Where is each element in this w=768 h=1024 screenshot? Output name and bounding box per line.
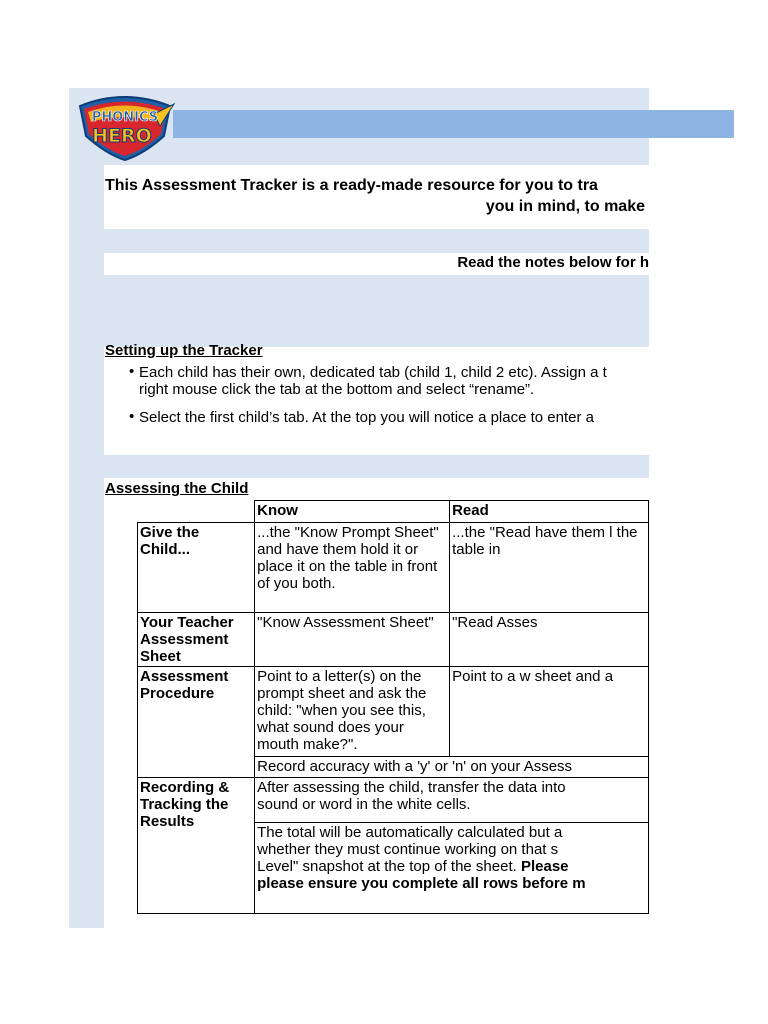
- phonics-hero-logo-icon: [74, 92, 176, 162]
- spreadsheet-area: [69, 88, 649, 928]
- row-label-procedure[interactable]: Assessment Procedure: [138, 667, 255, 778]
- row-label-give[interactable]: Give the Child...: [138, 523, 255, 613]
- phonics-hero-logo: [74, 92, 176, 162]
- row-label-recording[interactable]: Recording & Tracking the Results: [138, 778, 255, 914]
- cell-recording-1[interactable]: After assessing the child, transfer the data into sound or word in the white cells.: [255, 778, 649, 823]
- table-row: [138, 613, 649, 667]
- cell-give-know[interactable]: ...the "Know Prompt Sheet" and have them hold it or place it on the table in front of you both.: [255, 523, 450, 613]
- setup-heading: Setting up the Tracker: [105, 342, 263, 359]
- svg-text:PHONICS: PHONICS: [91, 110, 159, 125]
- row-label-sheet[interactable]: Your Teacher Assessment Sheet: [138, 613, 255, 667]
- svg-text:HERO: HERO: [92, 125, 152, 147]
- table-row: [138, 667, 649, 757]
- bullet-icon: •: [129, 408, 135, 425]
- header-bar: [173, 110, 734, 138]
- cell-give-read[interactable]: ...the "Read have them l the table in: [450, 523, 649, 613]
- cell-recording-2[interactable]: The total will be automatically calculated but a whether they must continue working on that s Level" snapshot at the top of the sheet. Please please ensure you complete all rows before m: [255, 823, 649, 914]
- cell-sheet-know[interactable]: "Know Assessment Sheet": [255, 613, 450, 667]
- cell-procedure-know[interactable]: Point to a letter(s) on the prompt sheet and ask the child: "when you see this, what sound does your mouth make?".: [255, 667, 450, 757]
- header-read[interactable]: Read: [450, 501, 649, 523]
- assessment-table: [137, 500, 649, 914]
- setup-bullet-1: • Each child has their own, dedicated tab (child 1, child 2 etc). Assign a t right mouse click the tab at the bottom and select “rename”.: [129, 363, 607, 398]
- setup-bullet-2: • Select the first child’s tab. At the top you will notice a place to enter a: [129, 408, 594, 426]
- cell-procedure-read[interactable]: Point to a w sheet and a: [450, 667, 649, 757]
- table-row: [138, 778, 649, 823]
- notes-line: Read the notes below for h: [457, 254, 649, 271]
- table-header-row: [138, 501, 649, 523]
- header-know[interactable]: Know: [255, 501, 450, 523]
- intro-text: This Assessment Tracker is a ready-made resource for you to tra you in mind, to make: [105, 177, 645, 215]
- cell-procedure-record[interactable]: Record accuracy with a 'y' or 'n' on your Assess: [255, 757, 649, 778]
- cell-sheet-read[interactable]: "Read Asses: [450, 613, 649, 667]
- table-row: [138, 523, 649, 613]
- assess-heading: Assessing the Child: [105, 480, 249, 497]
- bullet-icon: •: [129, 363, 135, 380]
